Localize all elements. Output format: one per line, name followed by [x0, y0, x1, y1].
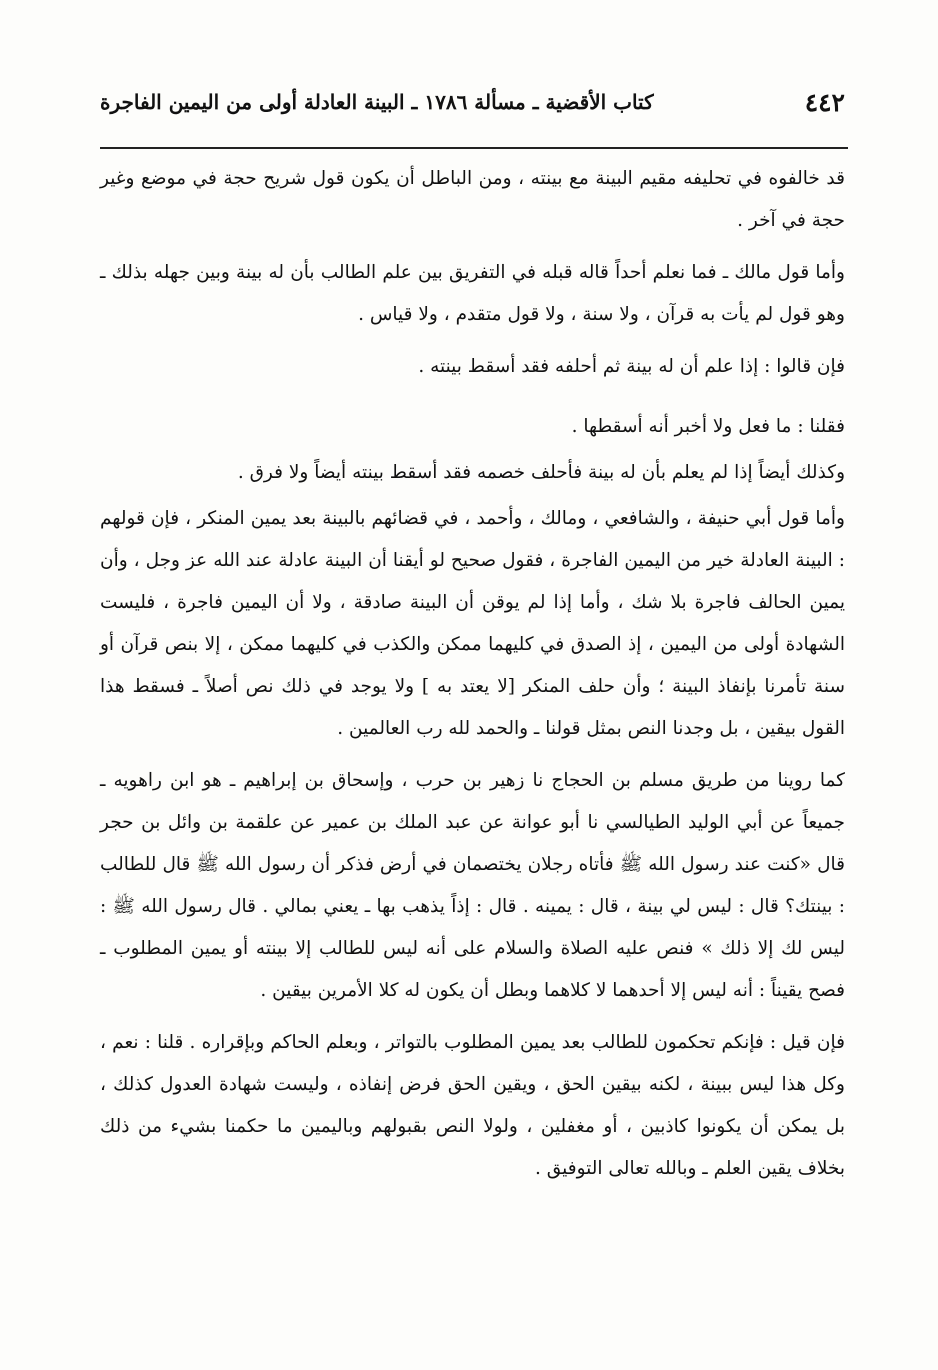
paragraph-5: وكذلك أيضاً إذا لم يعلم بأن له بينة فأحلف خصمه فقد أسقط بينته أيضاً ولا فرق .: [237, 462, 845, 483]
running-title: كتاب الأقضية ـ مسألة ١٧٨٦ ـ البينة العادلة أولى من اليمين الفاجرة: [100, 90, 654, 114]
paragraph-1: قد خالفوه في تحليفه مقيم البينة مع بينته ، ومن الباطل أن يكون قول شريح حجة في موضع وغير حجة في آخر .: [100, 168, 845, 231]
page-body: [100, 158, 845, 1190]
paragraph-3: فإن قالوا : إذا علم أن له بينة ثم أحلفه فقد أسقط بينته .: [418, 356, 845, 377]
paragraph-6: وأما قول أبي حنيفة ، والشافعي ، ومالك ، وأحمد ، في قضائهم بالبينة بعد يمين المنكر ، فإن قولهم : البينة العادلة خير من اليمين الفاجرة ، فقول صحيح لو أيقنا أن البينة عادلة عند الله عز وجل ، وأن يمين الحالف فاجرة بلا شك ، وأما إذا لم يوقن أن البينة صادقة ، ولا أن اليمين فاجرة ، فليست الشهادة أولى من اليمين ، إذ الصدق في كليهما ممكن والكذب في كليهما ممكن ، إلا بنص قرآن أو سنة تأمرنا بإنفاذ البينة ؛ وأن حلف المنكر [لا يعتد به ] ولا يوجد في ذلك نص أصلاً ـ فسقط هذا القول بيقين ، بل وجدنا النص بمثل قولنا ـ والحمد لله رب العالمين .: [100, 508, 845, 739]
paragraph-7: كما روينا من طريق مسلم بن الحجاج نا زهير بن حرب ، وإسحاق بن إبراهيم ـ هو ابن راهويه ـ جميعاً عن أبي الوليد الطيالسي نا أبو عوانة عن عبد الملك بن عمير عن علقمة بن وائل بن حجر قال «كنت عند رسول الله ﷺ فأتاه رجلان يختصمان في أرض فذكر أن رسول الله ﷺ قال للطالب : بينتك؟ قال : ليس لي بينة ، قال : يمينه . قال : إذاً يذهب بها ـ يعني بمالي . قال رسول الله ﷺ : ليس لك إلا ذلك » فنص عليه الصلاة والسلام على أنه ليس للطالب إلا بينته أو يمين المطلوب ـ فصح يقيناً : أنه ليس إلا أحدهما لا كلاهما وبطل أن يكون له كلا الأمرين بيقين .: [100, 770, 845, 1001]
header-divider: [100, 147, 848, 149]
paragraph-2: وأما قول مالك ـ فما نعلم أحداً قاله قبله في التفريق بين علم الطالب بأن له بينة وبين جهله بذلك ـ وهو قول لم يأت به قرآن ، ولا سنة ، ولا قول متقدم ، ولا قياس .: [100, 262, 845, 325]
paragraph-8: فإن قيل : فإنكم تحكمون للطالب بعد يمين المطلوب بالتواتر ، وبعلم الحاكم وبإقراره . قلنا : نعم ، وكل هذا ليس ببينة ، لكنه بيقين الحق ، ويقين الحق فرض إنفاذه ، وليست شهادة العدول كذلك ، بل يمكن أن يكونوا كاذبين ، أو مغفلين ، ولولا النص بقبولهم وباليمين ما حكمنا بشيء من ذلك بخلاف يقين العلم ـ وبالله تعالى التوفيق .: [100, 1032, 845, 1179]
page-number: ٤٤٢: [804, 88, 845, 117]
paragraph-4: فقلنا : ما فعل ولا أخبر أنه أسقطها .: [571, 416, 845, 437]
page-header: [100, 86, 845, 126]
